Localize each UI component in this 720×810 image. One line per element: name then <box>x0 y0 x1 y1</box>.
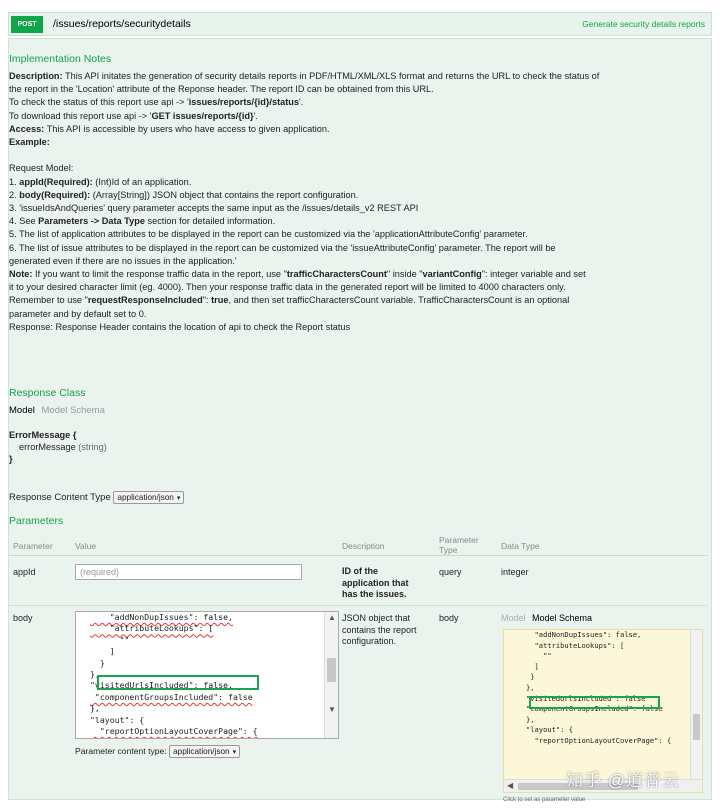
notes-line: Remember to use "requestResponseIncluded": true, and then set trafficCharactersCount variable. TrafficCharactersCount is an optional <box>9 295 570 306</box>
watermark: 知乎 @道普云 <box>566 771 680 790</box>
model-field-type: (string) <box>78 442 107 452</box>
model-name: ErrorMessage { <box>9 430 77 440</box>
body-description: JSON object that contains the report configuration. <box>342 613 417 646</box>
col-description: Description <box>342 541 385 551</box>
notes-line: Description: This API initates the generation of security details reports in PDF/HTML/XML/XLS format and returns the URL to check the status of <box>9 71 600 81</box>
code-line: "" <box>90 634 130 645</box>
scrollbar-thumb[interactable] <box>693 714 700 740</box>
row-rule <box>9 605 707 606</box>
code-line: }, <box>90 703 100 714</box>
notes-line: 5. The list of application attributes to be displayed in the report can be customized via the 'applicationAttributeConfig' parameter. <box>9 229 528 240</box>
notes-line: 3. 'issueIdsAndQueries' query parameter accepts the same input as the /issues/details_v2 REST API <box>9 203 419 213</box>
operation-path[interactable]: /issues/reports/securitydetails <box>53 18 191 30</box>
param-name-appid: appId <box>13 567 36 577</box>
code-line: ] <box>90 646 115 657</box>
response-class-tabs <box>9 405 105 416</box>
code-line: "visitedUrlsIncluded": false, <box>90 680 233 691</box>
notes-line: the report in the 'Location' attribute of the Reponse header. The report ID can be obtained from this URL. <box>9 84 434 95</box>
scroll-up-icon[interactable]: ▲ <box>328 613 336 622</box>
code-line: "" <box>526 651 552 661</box>
parameter-content-type-row <box>75 745 240 758</box>
notes-line: generated even if there are no issues in the application.' <box>9 255 237 266</box>
col-parameter-type: Parameter Type <box>439 535 479 555</box>
code-line: "layout": { <box>90 714 145 725</box>
table-header-rule <box>9 555 707 556</box>
code-line: } <box>526 672 535 682</box>
code-line: }, <box>526 714 535 724</box>
parameters-heading: Parameters <box>9 515 64 527</box>
model-close: } <box>9 454 13 464</box>
code-line: "addNonDupIssues": false, <box>526 630 642 639</box>
col-value: Value <box>75 541 97 551</box>
col-data-type: Data Type <box>501 541 540 551</box>
notes-line: To download this report use api -> 'GET issues/reports/{id}'. <box>9 110 258 121</box>
click-hint: Click to set as parameter value <box>503 797 586 803</box>
parameter-content-type-select[interactable]: application/json ▾ <box>169 745 240 758</box>
model-field-name: errorMessage <box>19 442 76 452</box>
scroll-left-icon[interactable]: ◀ <box>507 781 514 790</box>
notes-line: 4. See Parameters -> Data Type section for detailed information. <box>9 216 276 227</box>
tab-model[interactable]: Model <box>9 405 35 416</box>
schema-json-code[interactable] <box>504 630 671 747</box>
code-line: "addNonDupIssues": false, <box>90 612 233 622</box>
response-content-type-label: Response Content Type <box>9 492 111 503</box>
code-line: }, <box>90 669 100 680</box>
code-line: ] <box>526 661 539 671</box>
code-line: "componentGroupsIncluded": false <box>90 691 253 702</box>
response-class-heading: Response Class <box>9 387 86 399</box>
col-parameter: Parameter <box>13 541 53 551</box>
operation-content <box>8 38 712 803</box>
operation-summary-link[interactable]: Generate security details reports <box>582 19 705 29</box>
tab-body-model[interactable]: Model <box>501 613 526 623</box>
notes-line: 6. The list of issue attributes to be displayed in the report can be customized via the 'issueAttributeConfig' parameter. The report will be <box>9 242 556 253</box>
notes-line: Example: <box>9 137 50 147</box>
notes-line: Request Model: <box>9 163 74 174</box>
notes-line: Access: This API is accessible by users who have access to given application. <box>9 123 330 134</box>
chevron-down-icon: ▾ <box>176 495 181 502</box>
body-scrollbar[interactable] <box>324 612 338 738</box>
implementation-notes-heading: Implementation Notes <box>9 53 112 65</box>
param-name-body: body <box>13 613 33 623</box>
chevron-down-icon: ▾ <box>232 749 237 756</box>
code-line: "reportOptionLayoutCoverPage": { <box>526 735 672 745</box>
code-line: }, <box>526 682 535 692</box>
code-line: "componentGroupsIncluded": false <box>526 704 663 714</box>
code-line: } <box>90 657 105 668</box>
code-line: "layout": { <box>526 725 573 735</box>
parameter-content-type-label: Parameter content type: <box>75 746 167 756</box>
appid-data-type: integer <box>501 567 529 577</box>
error-message-model <box>9 429 107 465</box>
code-line: "reportOptionLayoutCoverPage": { <box>90 726 258 737</box>
operation-header[interactable] <box>8 12 712 36</box>
notes-line: it to your desired character limit (eg. 4000). Then your response traffic data in the generated report will be limited to 4000 characters only. <box>9 282 566 293</box>
notes-line: To check the status of this report use api -> 'issues/reports/{id}/status'. <box>9 97 304 108</box>
appid-param-type: query <box>439 567 462 577</box>
tab-body-model-schema[interactable]: Model Schema <box>532 613 593 623</box>
scrollbar-thumb[interactable] <box>327 658 336 682</box>
post-method-badge: POST <box>11 16 43 33</box>
response-content-type-select[interactable]: application/json ▾ <box>113 491 184 504</box>
notes-line: 1. appId(Required): (Int)Id of an application. <box>9 176 192 187</box>
highlight-box <box>529 696 660 709</box>
appid-input[interactable]: (required) <box>75 564 302 580</box>
notes-line: parameter and by default set to 0. <box>9 308 147 319</box>
notes-line: 2. body(Required): (Array[String]) JSON object that contains the report configuration. <box>9 189 359 200</box>
code-line: "visitedUrlsIncluded": false <box>526 693 646 703</box>
highlight-box <box>97 675 259 690</box>
code-line: "attributeLookups": [ <box>90 623 214 634</box>
body-param-type: body <box>439 613 459 623</box>
body-datatype-tabs <box>501 613 592 623</box>
tab-model-schema[interactable]: Model Schema <box>41 405 105 416</box>
notes-line: Note: If you want to limit the response traffic data in the report, use "trafficCharactersCount" inside "variantConfig": integer variable and set <box>9 269 586 279</box>
body-textarea[interactable] <box>75 611 339 739</box>
code-line: "attributeLookups": [ <box>526 640 625 650</box>
notes-line: Response: Response Header contains the location of api to check the Report status <box>9 321 351 332</box>
appid-description: ID of the application that has the issues. <box>342 566 409 599</box>
response-content-type-row <box>9 491 184 504</box>
scroll-down-icon[interactable]: ▼ <box>328 705 336 714</box>
schema-vscroll[interactable] <box>690 630 702 792</box>
